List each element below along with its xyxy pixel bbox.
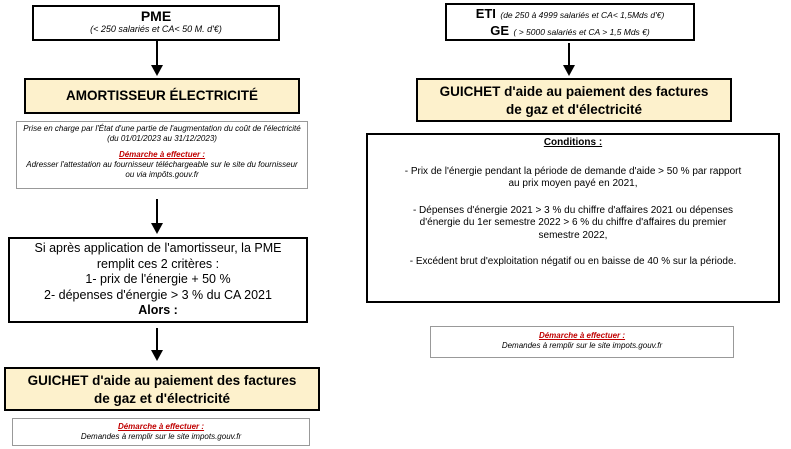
condition-item: d'énergie du 1er semestre 2022 > 6 % du chiffre d'affaires du premier — [419, 217, 727, 228]
condition-item: - Dépenses d'énergie 2021 > 3 % du chiffre d'affaires 2021 ou dépenses — [412, 204, 734, 216]
pme-title: PME — [140, 8, 172, 24]
conditions-title: Conditions : — [543, 137, 603, 148]
criteria-line: remplit ces 2 critères : — [96, 256, 220, 271]
eti-desc: (de 250 à 4999 salariés et CA< 1,5Mds d'€) — [500, 10, 665, 20]
arrow-down-icon — [150, 199, 164, 235]
demarche-box-right — [430, 326, 734, 358]
ge-desc: ( > 5000 salariés et CA > 1,5 Mds €) — [513, 27, 650, 37]
eti-label: ETI — [475, 6, 496, 21]
amortisseur-box — [24, 78, 300, 114]
pme-box — [32, 5, 280, 41]
amortisseur-title: AMORTISSEUR ÉLECTRICITÉ — [65, 88, 258, 103]
guichet-title: GUICHET d'aide au paiement des factures — [439, 84, 709, 99]
guichet-box-left — [4, 367, 320, 411]
demarche-label: Démarche à effectuer : — [117, 422, 205, 431]
condition-item: - Excédent brut d'exploitation négatif ou en baisse de 40 % sur la période. — [409, 256, 737, 267]
eti-ge-box — [445, 3, 695, 41]
conditions-box — [366, 133, 780, 303]
arrow-down-icon — [562, 43, 576, 77]
arrow-down-icon — [150, 41, 164, 77]
demarche-text: Demandes à remplir sur le site impots.gouv.fr — [501, 341, 663, 350]
guichet-title: de gaz et d'électricité — [93, 391, 230, 406]
pme-subtitle: (< 250 salariés et CA< 50 M. d'€) — [90, 24, 222, 34]
demarche-label: Démarche à effectuer : — [118, 150, 206, 159]
criteria-conclusion: Alors : — [138, 303, 178, 317]
guichet-title: de gaz et d'électricité — [505, 102, 642, 117]
guichet-box-right — [416, 78, 732, 122]
demarche-box-left — [12, 418, 310, 446]
condition-item: semestre 2022, — [538, 229, 608, 241]
amortisseur-text: Prise en charge par l'État d'une partie de l'augmentation du coût de l'électricité (du 01/01/2023 au 31/12/2023) — [23, 124, 301, 143]
criteria-line: Si après application de l'amortisseur, la PME — [34, 241, 282, 255]
condition-item: au prix moyen payé en 2021, — [508, 178, 638, 189]
demarche-label: Démarche à effectuer : — [538, 331, 626, 340]
demarche-text: Demandes à remplir sur le site impots.gouv.fr — [80, 432, 242, 441]
guichet-title: GUICHET d'aide au paiement des factures — [27, 373, 297, 388]
criteria-line: 1- prix de l'énergie + 50 % — [85, 272, 231, 286]
criteria-box — [8, 237, 308, 323]
criteria-line: 2- dépenses d'énergie > 3 % du CA 2021 — [44, 287, 272, 302]
demarche-text: Adresser l'attestation au fournisseur téléchargeable sur le site du fournisseur ou via impôts.gouv.fr — [26, 160, 298, 179]
amortisseur-description — [16, 121, 308, 189]
ge-label: GE — [490, 23, 510, 38]
condition-item: - Prix de l'énergie pendant la période de demande d'aide > 50 % par rapport — [404, 165, 742, 177]
arrow-down-icon — [150, 328, 164, 362]
